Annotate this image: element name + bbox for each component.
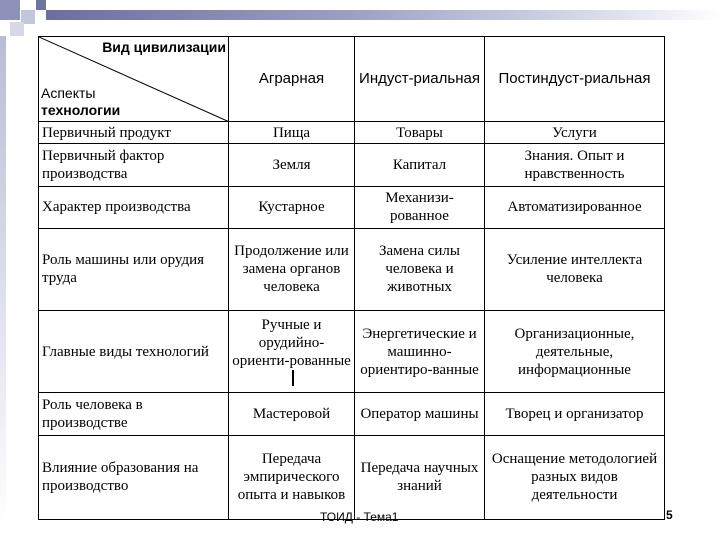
aspect-cell: Влияние образования на производство (39, 435, 229, 519)
agrarian-cell: Продолжение или замена органов человека (229, 228, 355, 310)
aspect-cell: Характер производства (39, 186, 229, 228)
postindustrial-cell: Знания. Опыт и нравственность (485, 144, 665, 186)
industrial-cell: Капитал (355, 144, 485, 186)
table-row (39, 393, 665, 435)
table-row (39, 435, 665, 519)
industrial-cell: Замена силы человека и животных (355, 228, 485, 310)
side-gradient-band (0, 36, 6, 526)
decor-square-3 (36, 0, 46, 10)
corner-bottom-label (41, 85, 120, 119)
column-header-agrarian: Аграрная (229, 37, 355, 122)
industrial-cell: Механизи-рованное (355, 186, 485, 228)
agrarian-cell (229, 311, 355, 393)
aspect-cell: Роль человека в производстве (39, 393, 229, 435)
corner-top-label: Вид цивилизации (102, 39, 226, 55)
table-row (39, 311, 665, 393)
text-cursor-mark (292, 370, 294, 386)
industrial-cell: Товары (355, 122, 485, 144)
industrial-cell: Оператор машины (355, 393, 485, 435)
industrial-cell: Передача научных знаний (355, 435, 485, 519)
postindustrial-cell: Автоматизированное (485, 186, 665, 228)
corner-bottom-line-1: Аспекты (41, 85, 96, 102)
postindustrial-cell: Оснащение методологией разных видов деятельности (485, 435, 665, 519)
corner-header-cell (39, 37, 229, 122)
page-number: 5 (666, 508, 673, 522)
industrial-cell: Энергетические и машинно-ориентиро-ванные (355, 311, 485, 393)
decor-square-1 (0, 0, 20, 20)
decor-square-4 (10, 22, 24, 36)
agrarian-cell: Земля (229, 144, 355, 186)
column-header-industrial: Индуст-риальная (355, 37, 485, 122)
aspect-cell: Главные виды технологий (39, 311, 229, 393)
table-row (39, 122, 665, 144)
agrarian-cell: Мастеровой (229, 393, 355, 435)
postindustrial-cell: Организационные, деятельные, информационные (485, 311, 665, 393)
postindustrial-cell: Усиление интеллекта человека (485, 228, 665, 310)
agrarian-cell-text: Ручные и орудийно-ориенти-рованные (232, 316, 351, 369)
column-header-postindustrial: Постиндуст-риальная (485, 37, 665, 122)
table-row (39, 186, 665, 228)
agrarian-cell: Передача эмпирического опыта и навыков (229, 435, 355, 519)
aspect-cell: Первичный фактор производства (39, 144, 229, 186)
header-row (39, 37, 665, 122)
table-row (39, 144, 665, 186)
civilization-technology-table (38, 36, 665, 520)
aspect-cell: Первичный продукт (39, 122, 229, 144)
corner-bottom-line-2: технологии (41, 102, 121, 119)
agrarian-cell: Кустарное (229, 186, 355, 228)
agrarian-cell: Пища (229, 122, 355, 144)
footer-label: ТОИД - Тема1 (320, 510, 399, 524)
postindustrial-cell: Услуги (485, 122, 665, 144)
top-gradient-band (46, 10, 720, 20)
postindustrial-cell: Творец и организатор (485, 393, 665, 435)
aspect-cell: Роль машины или орудия труда (39, 228, 229, 310)
table-row (39, 228, 665, 310)
